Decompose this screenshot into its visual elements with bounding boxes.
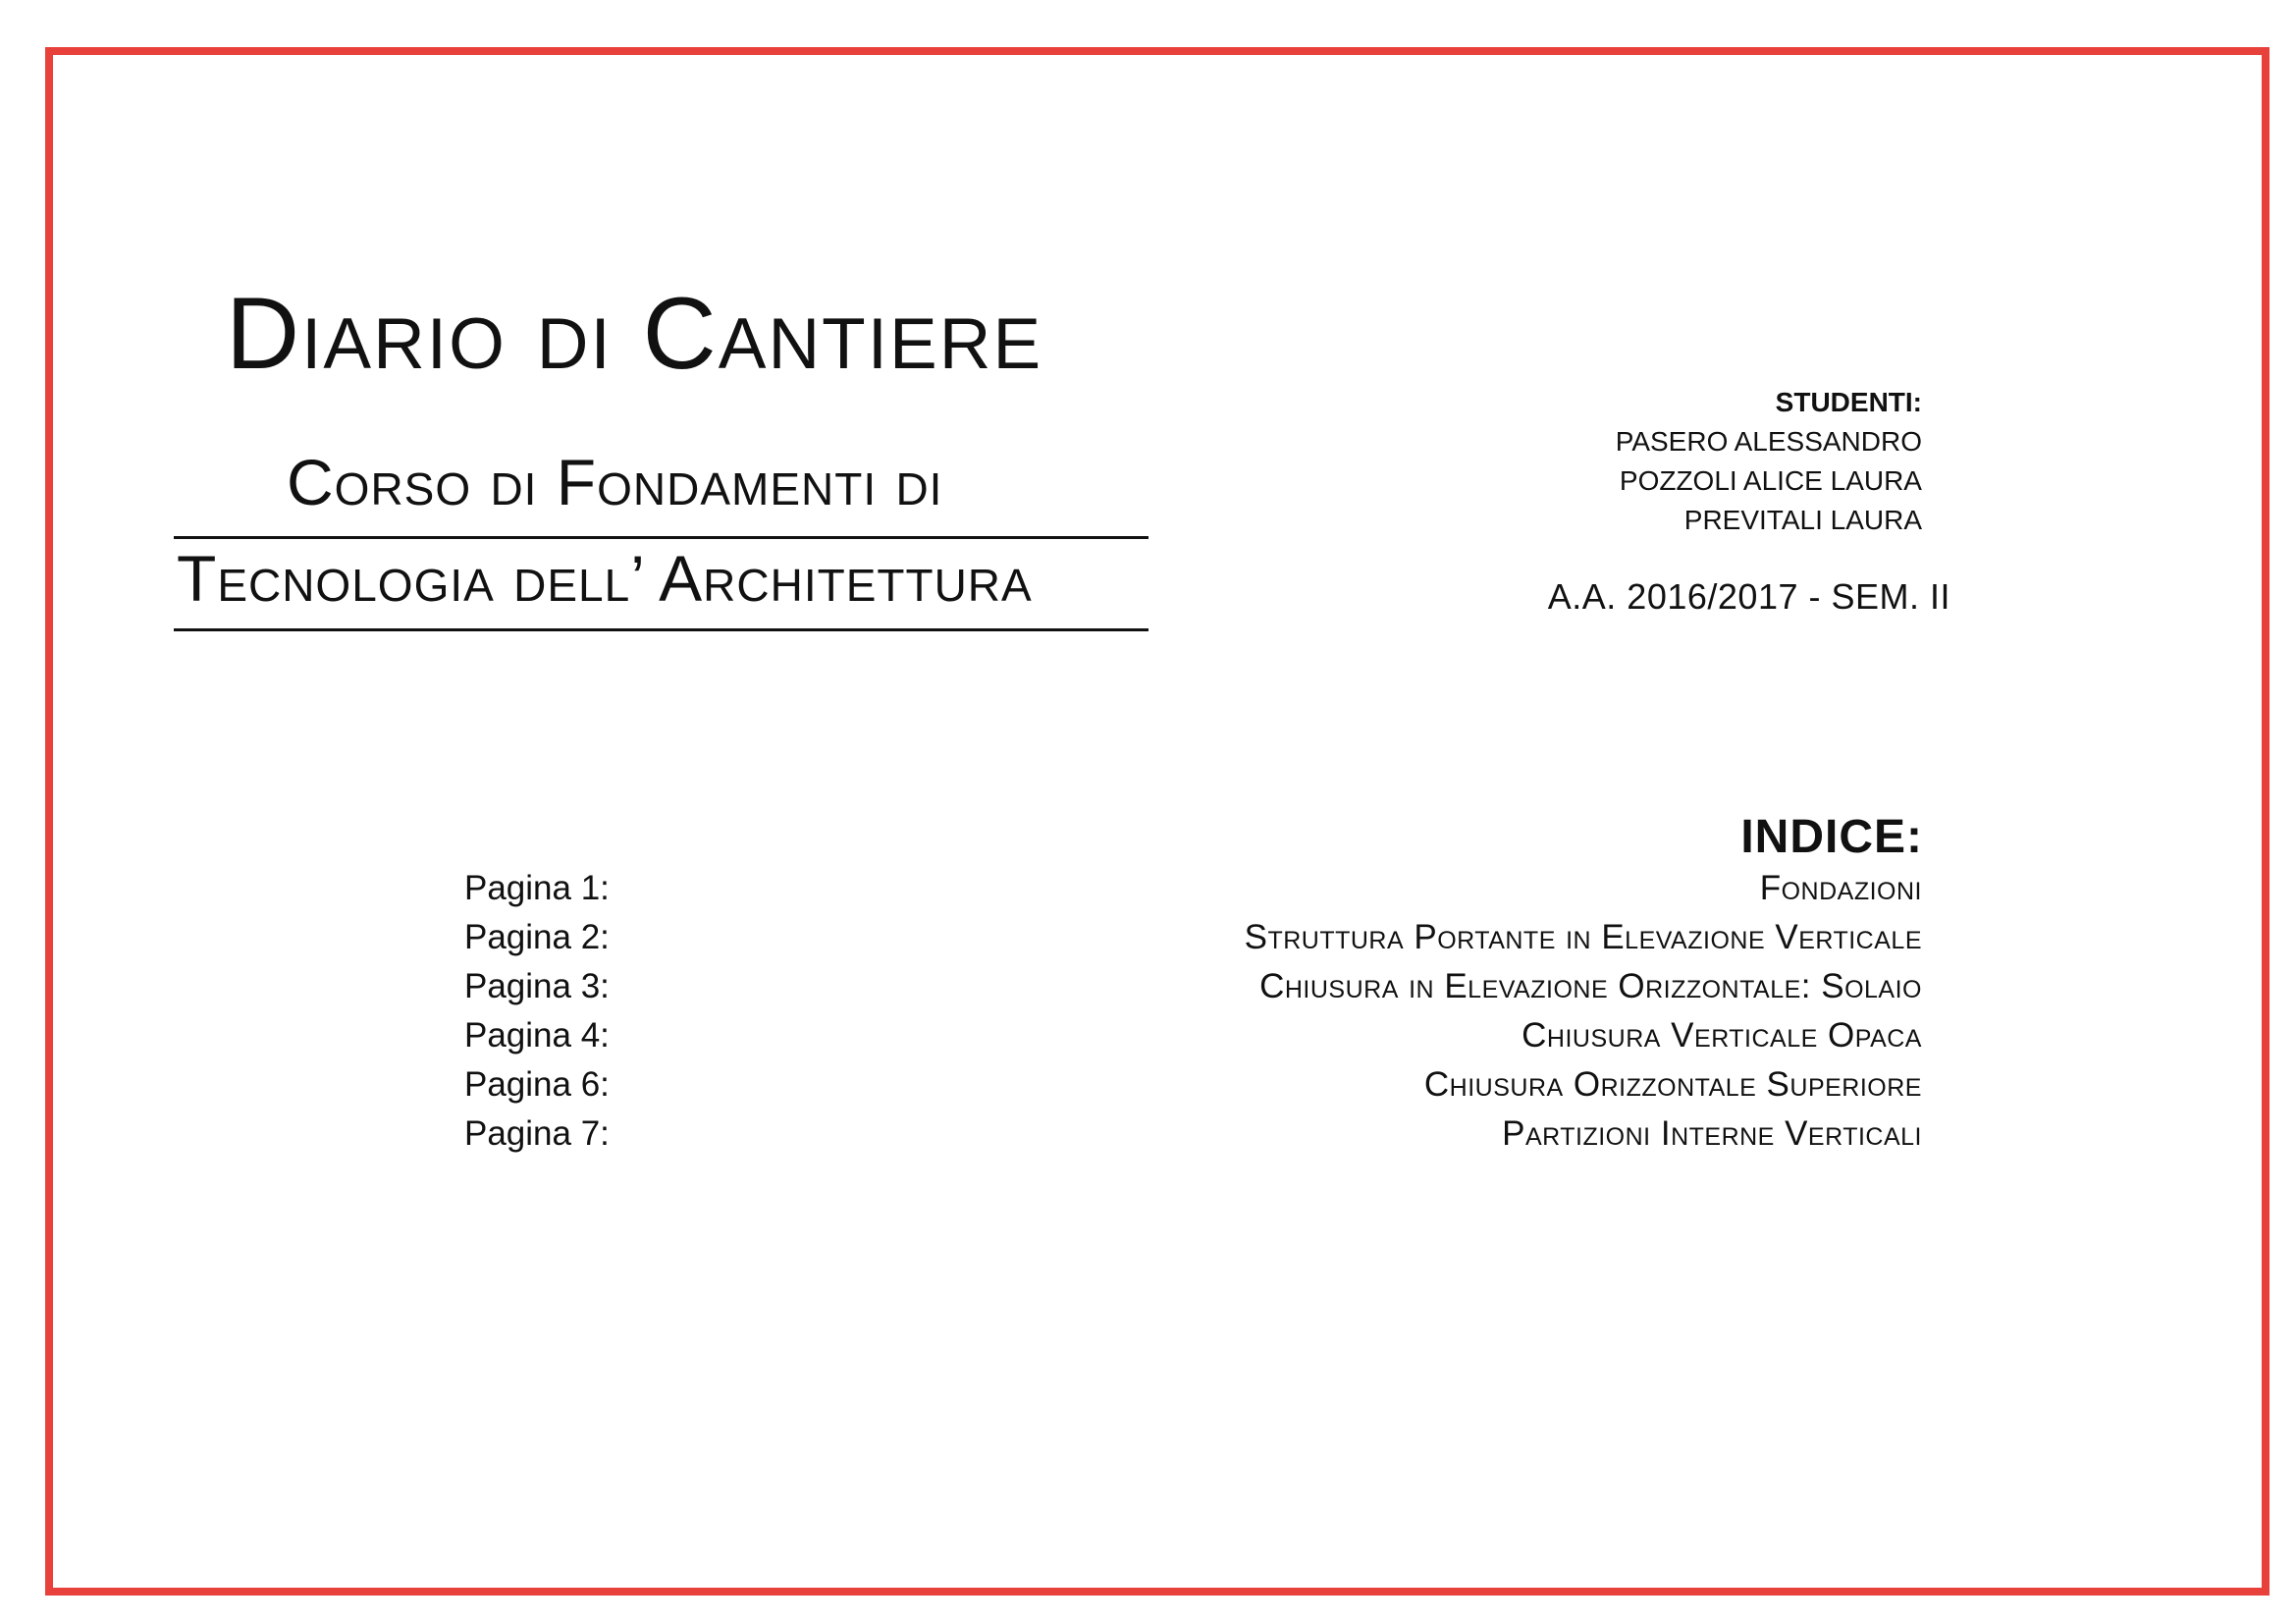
index-page-number: Pagina 1: (464, 869, 610, 907)
index-page-number: Pagina 2: (464, 918, 610, 956)
index-section-title: Partizioni Interne Verticali (1502, 1114, 1922, 1153)
student-name: POZZOLI ALICE LAURA (1619, 465, 1922, 496)
index-heading: INDICE: (1740, 811, 1923, 863)
index-page-number: Pagina 3: (464, 967, 610, 1005)
document-title: Diario di Cantiere (226, 277, 1043, 391)
students-heading: STUDENTI: (1775, 387, 1922, 417)
index-page-number: Pagina 7: (464, 1114, 610, 1153)
index-section-title: Chiusura Orizzontale Superiore (1423, 1065, 1922, 1104)
index-page-number: Pagina 4: (464, 1016, 610, 1055)
index-section-title: Fondazioni (1759, 869, 1922, 907)
student-name: PASERO ALESSANDRO (1615, 426, 1922, 457)
index-page-number: Pagina 6: (464, 1065, 610, 1104)
index-section-title: Chiusura in Elevazione Orizzontale: Solaio (1259, 967, 1922, 1005)
students-block (1616, 383, 1922, 540)
title-rule-top (174, 536, 1148, 539)
index-section-title: Struttura Portante in Elevazione Verticale (1244, 918, 1922, 956)
index-page-column (464, 864, 610, 1159)
course-title-line-1: Corso di Fondamenti di (287, 446, 943, 518)
index-title-column (1245, 864, 1922, 1159)
title-rule-bottom (174, 628, 1148, 631)
index-section-title: Chiusura Verticale Opaca (1522, 1016, 1922, 1055)
academic-year: A.A. 2016/2017 - SEM. II (1547, 576, 1950, 617)
course-title-line-2: Tecnologia dell’ Architettura (177, 542, 1033, 615)
student-name: PREVITALI LAURA (1683, 505, 1922, 535)
